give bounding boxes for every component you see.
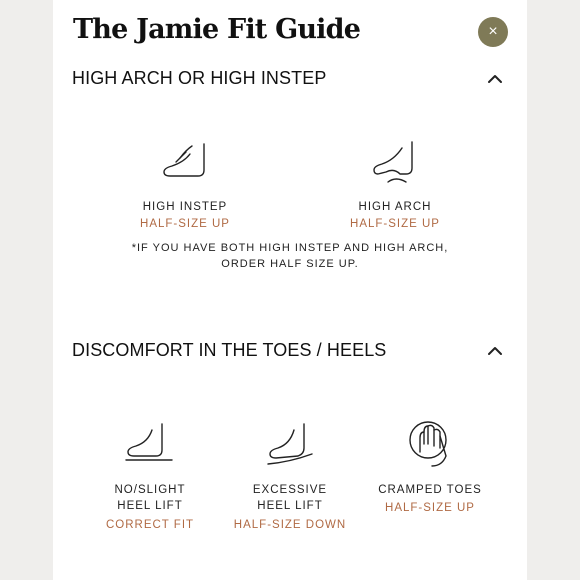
cramped-toes-icon: [406, 416, 454, 468]
item-label: [230, 482, 350, 514]
close-icon: ×: [488, 23, 498, 40]
item-label: CRAMPED TOES: [378, 484, 482, 496]
item-label-line: HEEL LIFT: [117, 500, 183, 512]
item-label-line: EXCESSIVE: [252, 484, 328, 496]
item-result: HALF-SIZE UP: [385, 502, 475, 514]
item-label-line: HEEL LIFT: [257, 500, 323, 512]
section-title-high-arch: HIGH ARCH OR HIGH INSTEP: [72, 68, 327, 88]
item-label-line: NO/SLIGHT: [114, 484, 186, 496]
section-title-discomfort: DISCOMFORT IN THE TOES / HEELS: [72, 340, 387, 360]
item-label: [90, 482, 210, 514]
item-result: HALF-SIZE DOWN: [233, 519, 347, 531]
close-button[interactable]: [478, 17, 508, 47]
fit-note: [110, 240, 470, 272]
item-label: HIGH ARCH: [358, 201, 432, 213]
note-line: *IF YOU HAVE BOTH HIGH INSTEP AND HIGH ARCH,: [131, 242, 449, 254]
note-line: ORDER HALF SIZE UP.: [221, 258, 359, 270]
high-arch-foot-icon: [370, 138, 422, 188]
chevron-up-icon[interactable]: [486, 345, 504, 357]
flat-heel-foot-icon: [124, 420, 176, 466]
item-result: HALF-SIZE UP: [350, 218, 440, 230]
item-label: HIGH INSTEP: [142, 201, 228, 213]
chevron-up-icon[interactable]: [486, 73, 504, 85]
item-result: HALF-SIZE UP: [140, 218, 230, 230]
page-title: The Jamie Fit Guide: [73, 14, 361, 45]
high-instep-foot-icon: [160, 140, 212, 184]
heel-lift-foot-icon: [264, 420, 316, 468]
item-result: CORRECT FIT: [105, 519, 195, 531]
